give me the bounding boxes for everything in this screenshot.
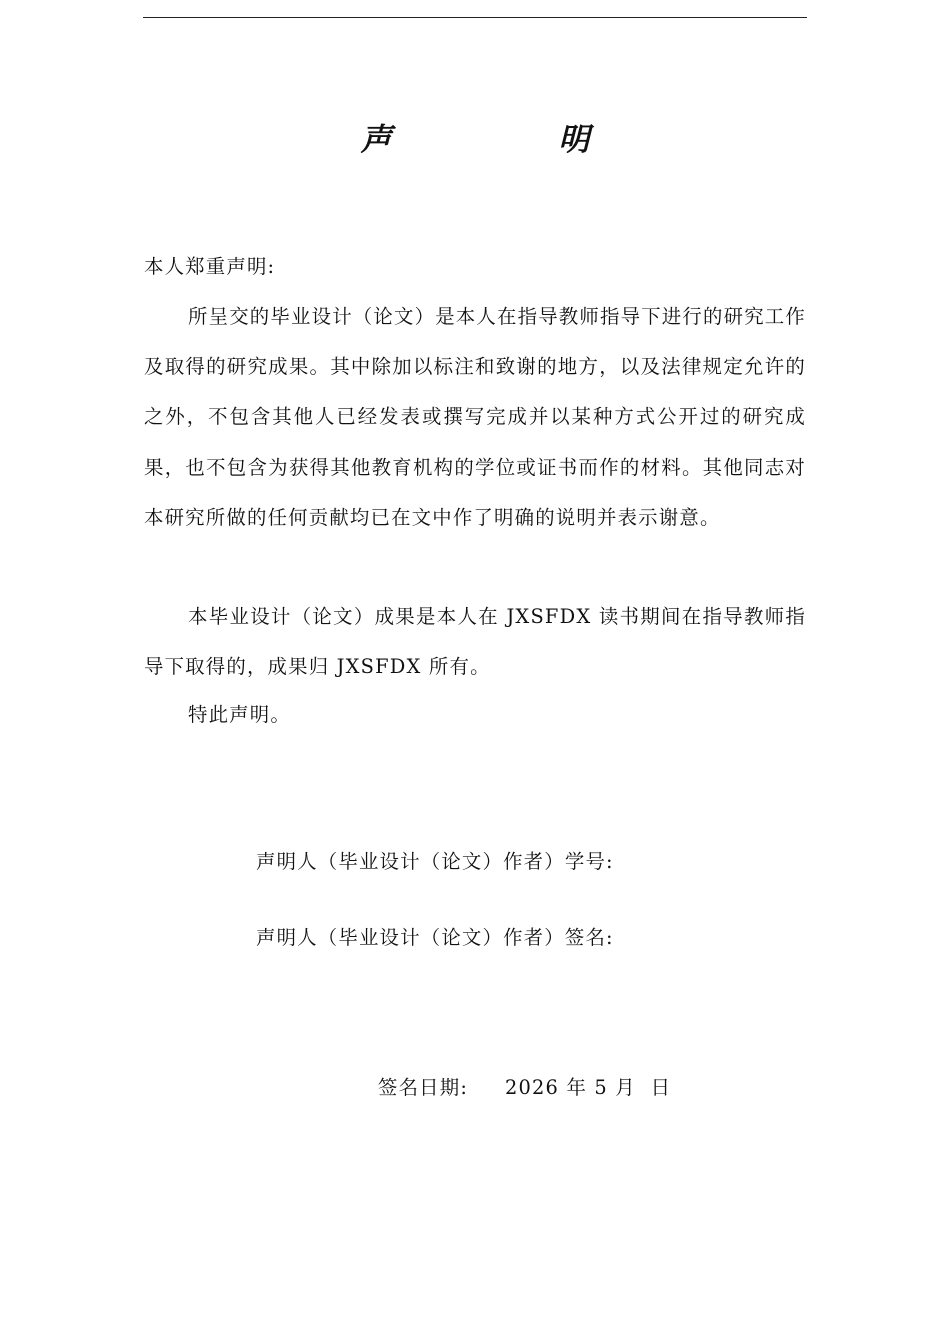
signature-date-label: 签名日期: [378, 1076, 469, 1099]
declarant-signature-label: 声明人（毕业设计（论文）作者）签名: [256, 926, 614, 949]
signature-date-value: 2026 年 5 月 日 [504, 1076, 672, 1099]
header-rule [143, 17, 807, 18]
closing-paragraph: 特此声明。 [188, 703, 291, 726]
declaration-paragraph: 所呈交的毕业设计（论文）是本人在指导教师指导下进行的研究工作及取得的研究成果。其中除加以标注和致谢的地方，以及法律规定允许的之外，不包含其他人已经发表或撰写完成并以某种方式公开过的研究成果，也不包含为获得其他教育机构的学位或证书而作的材料。其他同志对本研究所做的任何贡献均已在文中作了明确的说明并表示谢意。 [144, 305, 806, 529]
page-title: 声 明 [360, 122, 668, 158]
signature-date-line [378, 1068, 671, 1108]
ownership-paragraph: 本毕业设计（论文）成果是本人在 JXSFDX 读书期间在指导教师指导下取得的，成果归 JXSFDX 所有。 [144, 605, 806, 679]
intro-line: 本人郑重声明: [144, 255, 276, 278]
declarant-id-label: 声明人（毕业设计（论文）作者）学号: [256, 850, 614, 873]
